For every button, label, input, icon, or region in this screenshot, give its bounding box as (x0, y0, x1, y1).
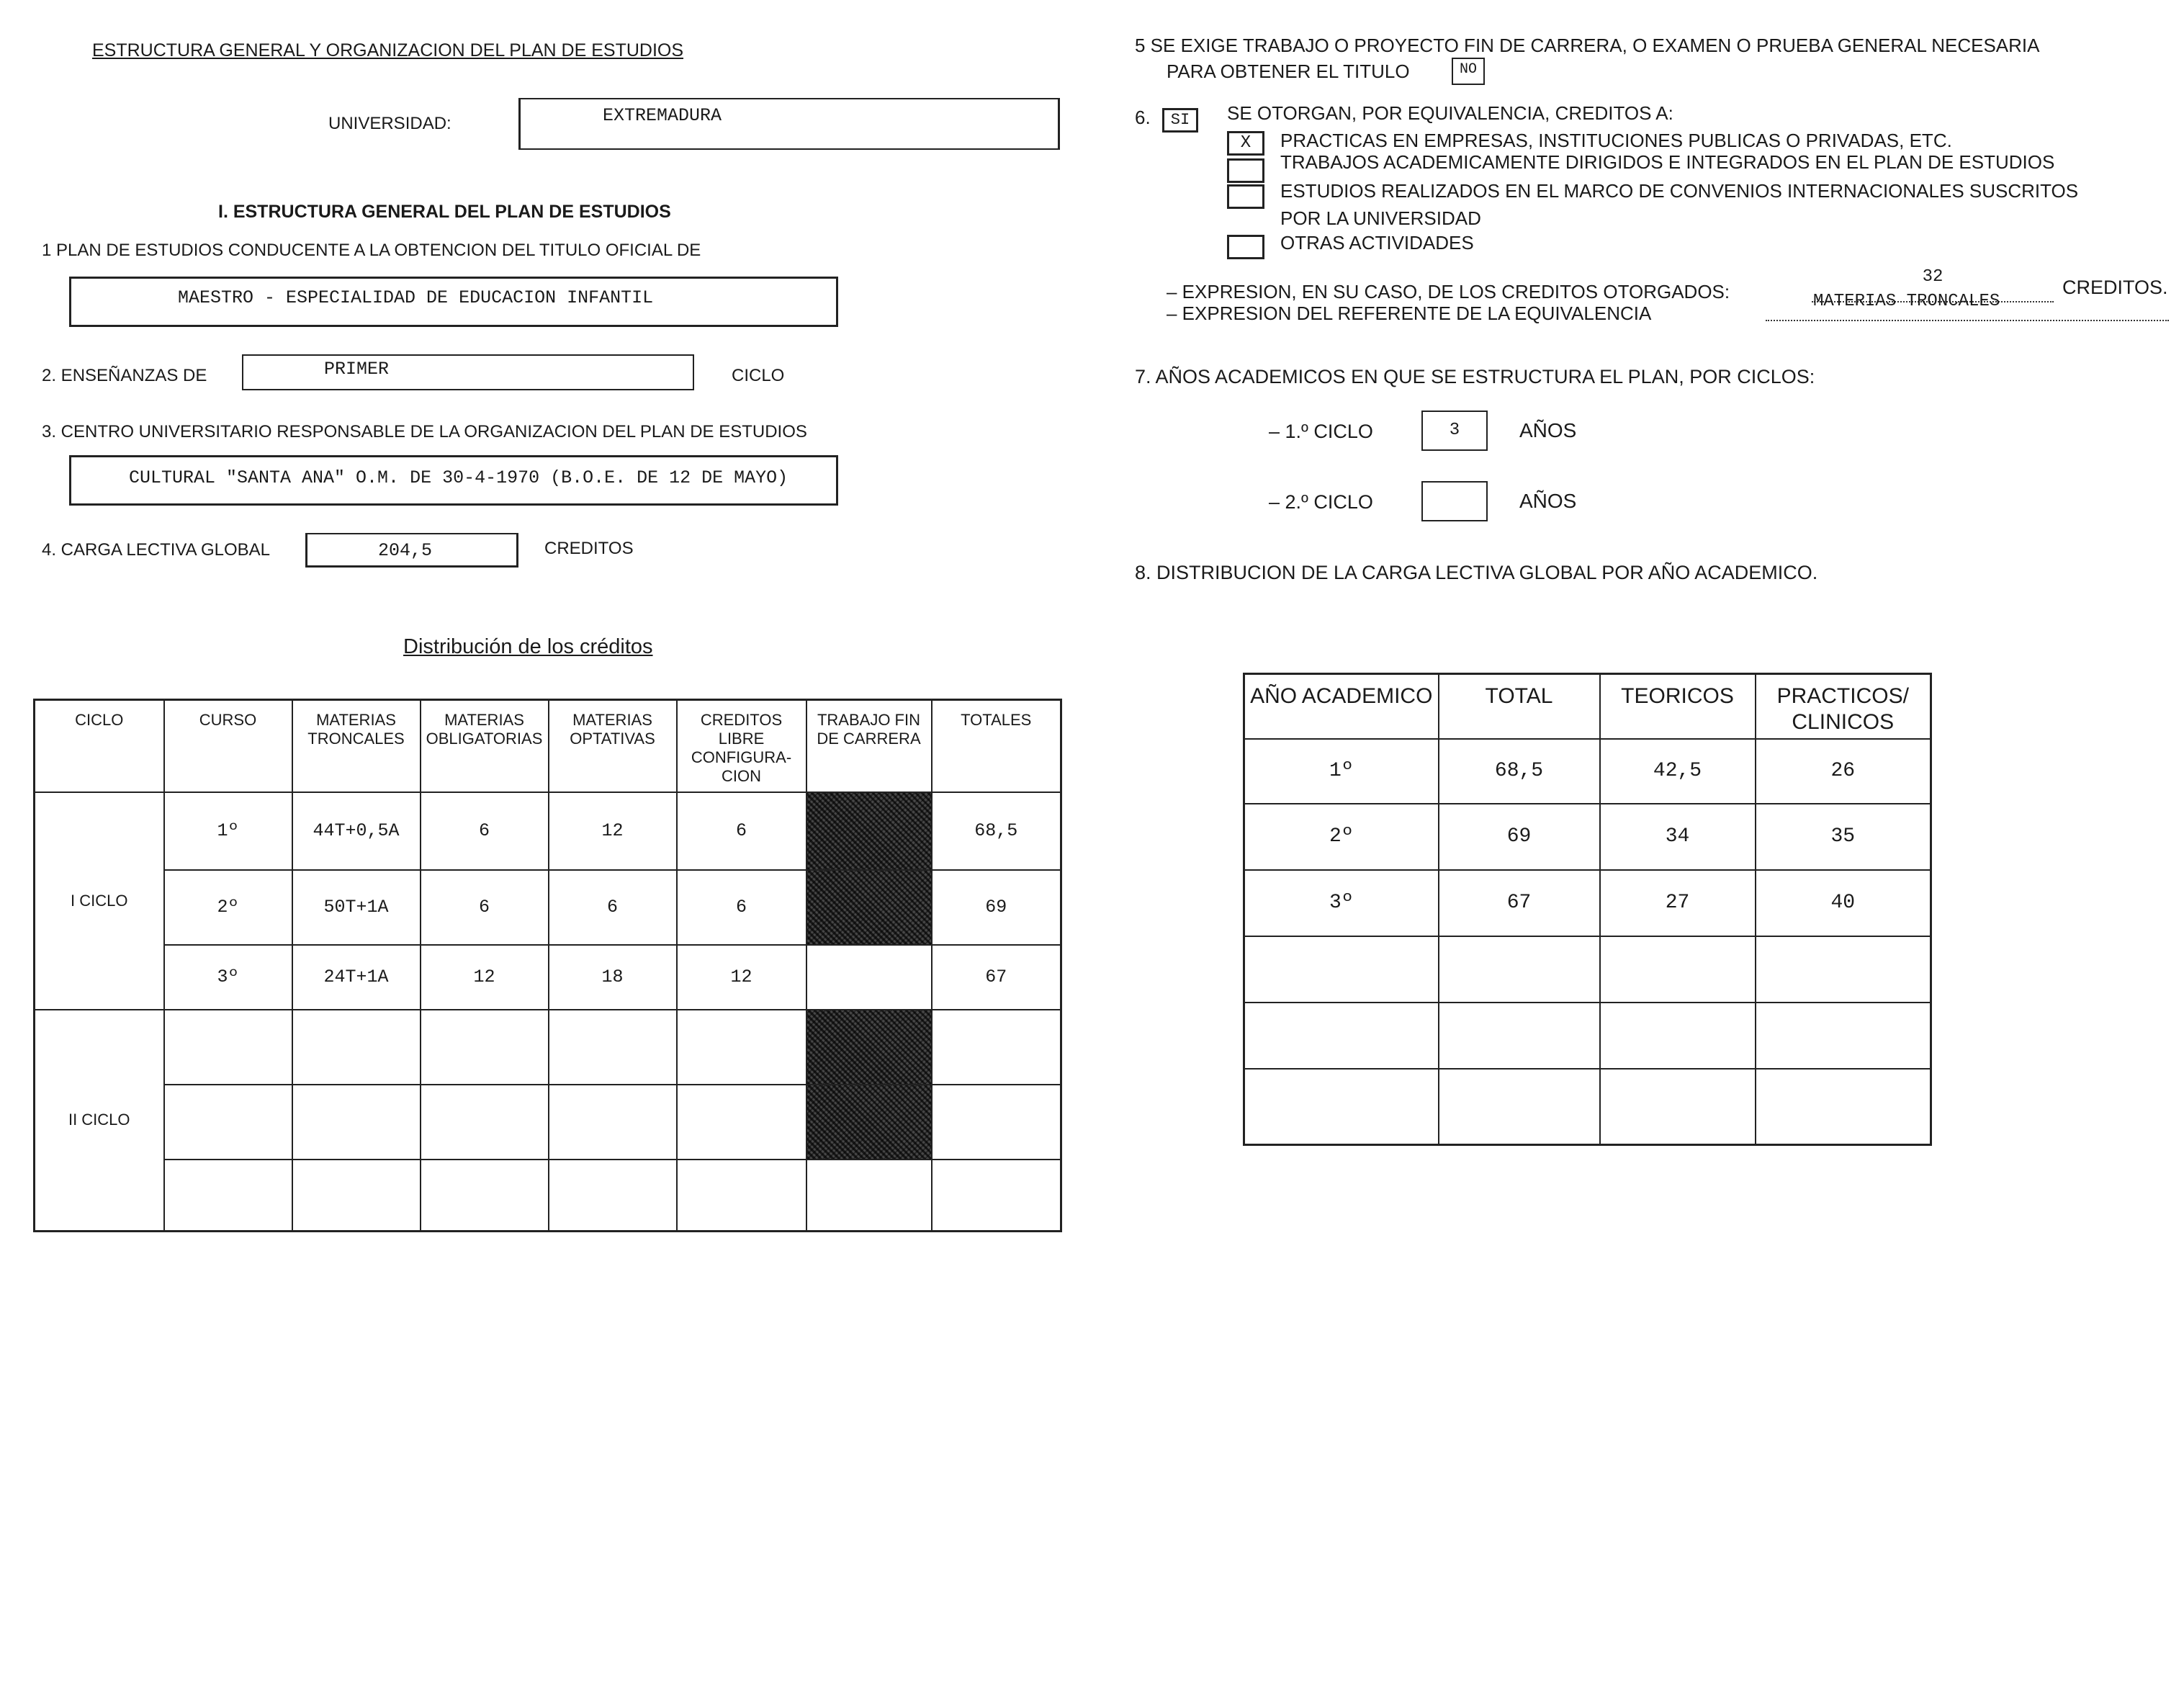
trabajo-fin-shaded-cell (806, 1010, 932, 1085)
trabajo-fin-shaded-cell (806, 1085, 932, 1160)
col-header-curso: CURSO (164, 700, 292, 792)
credits-distribution-table (33, 699, 1062, 1232)
table-row (1244, 1003, 1931, 1069)
table-row (1244, 804, 1931, 870)
q8-label: 8. DISTRIBUCION DE LA CARGA LECTIVA GLOBAL POR AÑO ACADEMICO. (1135, 562, 1818, 583)
teoricos-cell: 27 (1600, 870, 1756, 936)
empty-cell (421, 1010, 549, 1085)
q7-label: 7. AÑOS ACADEMICOS EN QUE SE ESTRUCTURA EL PLAN, POR CICLOS: (1135, 366, 1815, 387)
empty-cell (1600, 1069, 1756, 1145)
q6-answer-box[interactable]: SI (1162, 108, 1198, 133)
empty-cell (932, 1085, 1061, 1160)
optativas-cell: 6 (549, 870, 677, 945)
year-distribution-table (1243, 673, 1932, 1146)
q7-ciclo2-unit: AÑOS (1519, 490, 1577, 512)
table-row (35, 1010, 1061, 1085)
expr-creditos-field[interactable]: 32 (1812, 269, 2054, 302)
optativas-cell: 12 (549, 792, 677, 870)
empty-cell (164, 1010, 292, 1085)
curso-cell: 1º (164, 792, 292, 870)
empty-cell (806, 1160, 932, 1232)
col-header-obligatorias: MATERIAS OBLIGATORIAS (421, 700, 549, 792)
year-cell: 2º (1244, 804, 1439, 870)
empty-cell (292, 1160, 421, 1232)
carga-field[interactable] (305, 533, 518, 568)
carga-value: 204,5 (378, 540, 433, 561)
empty-cell (1244, 1069, 1439, 1145)
totales-cell: 69 (932, 870, 1061, 945)
col-header-totales: TOTALES (932, 700, 1061, 792)
total-cell: 69 (1439, 804, 1600, 870)
table-row (35, 870, 1061, 945)
empty-cell (932, 1160, 1061, 1232)
table-row (1244, 739, 1931, 804)
empty-cell (1439, 1069, 1600, 1145)
empty-cell (1600, 1003, 1756, 1069)
q2-suffix: CICLO (732, 366, 785, 385)
obligatorias-cell: 6 (421, 792, 549, 870)
section-title: I. ESTRUCTURA GENERAL DEL PLAN DE ESTUDIOS (218, 202, 671, 222)
practicos-cell: 26 (1756, 739, 1931, 804)
expr-creditos-suffix: CREDITOS. (2062, 277, 2168, 298)
col-header-total: TOTAL (1439, 674, 1600, 739)
option-practicas-label: PRACTICAS EN EMPRESAS, INSTITUCIONES PUBLICAS O PRIVADAS, ETC. (1280, 130, 1952, 151)
table-header-row (1244, 674, 1931, 739)
table-row (35, 1085, 1061, 1160)
troncales-cell: 50T+1A (292, 870, 421, 945)
distribution-title: Distribución de los créditos (403, 635, 653, 658)
option-convenios-checkbox[interactable] (1227, 184, 1264, 209)
trabajo-fin-shaded-cell (806, 792, 932, 870)
empty-cell (292, 1010, 421, 1085)
q4-suffix: CREDITOS (544, 539, 634, 558)
table-row (1244, 936, 1931, 1003)
empty-cell (677, 1160, 806, 1232)
option-practicas-checkbox[interactable]: X (1227, 131, 1264, 156)
table-row (35, 1160, 1061, 1232)
total-cell: 67 (1439, 870, 1600, 936)
col-header-troncales: MATERIAS TRONCALES (292, 700, 421, 792)
troncales-cell: 44T+0,5A (292, 792, 421, 870)
q7-ciclo2-label: – 2.º CICLO (1269, 491, 1373, 513)
empty-cell (1439, 1003, 1600, 1069)
empty-cell (1756, 936, 1931, 1003)
titulo-value: MAESTRO - ESPECIALIDAD DE EDUCACION INFANTIL (178, 287, 654, 308)
teoricos-cell: 42,5 (1600, 739, 1756, 804)
q5-answer-box[interactable]: NO (1452, 58, 1485, 85)
q7-ciclo1-unit: AÑOS (1519, 419, 1577, 441)
option-trabajos-checkbox[interactable] (1227, 158, 1264, 183)
expr-creditos-label: – EXPRESION, EN SU CASO, DE LOS CREDITOS OTORGADOS: (1167, 281, 1730, 302)
totales-cell: 67 (932, 945, 1061, 1010)
practicos-cell: 40 (1756, 870, 1931, 936)
centro-field[interactable] (69, 455, 838, 506)
q7-ciclo1-field[interactable]: 3 (1421, 411, 1488, 451)
total-cell: 68,5 (1439, 739, 1600, 804)
expr-referente-label: – EXPRESION DEL REFERENTE DE LA EQUIVALENCIA (1167, 302, 1652, 324)
obligatorias-cell: 6 (421, 870, 549, 945)
empty-cell (1600, 936, 1756, 1003)
q5-line2: PARA OBTENER EL TITULO (1167, 60, 1410, 82)
q7-ciclo2-field[interactable] (1421, 481, 1488, 521)
col-header-ciclo: CICLO (35, 700, 164, 792)
centro-value: CULTURAL "SANTA ANA" O.M. DE 30-4-1970 (B.O.E. DE 12 DE MAYO) (129, 467, 788, 488)
empty-cell (421, 1085, 549, 1160)
year-cell: 3º (1244, 870, 1439, 936)
empty-cell (549, 1160, 677, 1232)
curso-cell: 3º (164, 945, 292, 1010)
q2-label: 2. ENSEÑANZAS DE (42, 366, 207, 385)
empty-cell (1756, 1003, 1931, 1069)
empty-cell (292, 1085, 421, 1160)
trabajo-fin-cell (806, 945, 932, 1010)
option-otras-label: OTRAS ACTIVIDADES (1280, 232, 1474, 254)
empty-cell (1244, 936, 1439, 1003)
q4-label: 4. CARGA LECTIVA GLOBAL (42, 540, 271, 560)
q5-line1: 5 SE EXIGE TRABAJO O PROYECTO FIN DE CARRERA, O EXAMEN O PRUEBA GENERAL NECESARIA (1135, 35, 2040, 56)
q7-ciclo1-label: – 1.º CICLO (1269, 421, 1373, 442)
titulo-field[interactable] (69, 277, 838, 327)
teoricos-cell: 34 (1600, 804, 1756, 870)
empty-cell (677, 1085, 806, 1160)
empty-cell (677, 1010, 806, 1085)
table-row (35, 792, 1061, 870)
empty-cell (164, 1085, 292, 1160)
empty-cell (932, 1010, 1061, 1085)
optativas-cell: 18 (549, 945, 677, 1010)
q6-number: 6. (1135, 107, 1151, 128)
col-header-optativas: MATERIAS OPTATIVAS (549, 700, 677, 792)
form-header-title: ESTRUCTURA GENERAL Y ORGANIZACION DEL PLAN DE ESTUDIOS (92, 40, 684, 60)
totales-cell: 68,5 (932, 792, 1061, 870)
ensenanzas-value: PRIMER (324, 359, 390, 380)
q3-label: 3. CENTRO UNIVERSITARIO RESPONSABLE DE LA ORGANIZACION DEL PLAN DE ESTUDIOS (42, 422, 807, 441)
col-header-ano: AÑO ACADEMICO (1244, 674, 1439, 739)
empty-cell (549, 1010, 677, 1085)
ciclo-1-cell: I CICLO (35, 792, 164, 1010)
troncales-cell: 24T+1A (292, 945, 421, 1010)
universidad-label: UNIVERSIDAD: (328, 114, 451, 133)
empty-cell (1756, 1069, 1931, 1145)
universidad-field[interactable] (518, 98, 1060, 150)
option-trabajos-label: TRABAJOS ACADEMICAMENTE DIRIGIDOS E INTEGRADOS EN EL PLAN DE ESTUDIOS (1280, 151, 2055, 173)
col-header-practicos: PRACTICOS/ CLINICOS (1756, 674, 1931, 739)
libre-cell: 6 (677, 870, 806, 945)
option-otras-checkbox[interactable] (1227, 235, 1264, 259)
empty-cell (1244, 1003, 1439, 1069)
q6-label: SE OTORGAN, POR EQUIVALENCIA, CREDITOS A: (1227, 102, 1673, 124)
table-row (35, 945, 1061, 1010)
col-header-trabajo-fin: TRABAJO FIN DE CARRERA (806, 700, 932, 792)
table-header-row (35, 700, 1061, 792)
empty-cell (164, 1160, 292, 1232)
col-header-libre: CREDITOS LIBRE CONFIGURA- CION (677, 700, 806, 792)
libre-cell: 12 (677, 945, 806, 1010)
table-row (1244, 870, 1931, 936)
year-cell: 1º (1244, 739, 1439, 804)
empty-cell (549, 1085, 677, 1160)
practicos-cell: 35 (1756, 804, 1931, 870)
empty-cell (1439, 936, 1600, 1003)
option-convenios-label-cont: POR LA UNIVERSIDAD (1280, 207, 1481, 229)
ensenanzas-field[interactable] (242, 354, 694, 390)
libre-cell: 6 (677, 792, 806, 870)
trabajo-fin-shaded-cell (806, 870, 932, 945)
col-header-teoricos: TEORICOS (1600, 674, 1756, 739)
q1-label: 1 PLAN DE ESTUDIOS CONDUCENTE A LA OBTENCION DEL TITULO OFICIAL DE (42, 241, 701, 260)
curso-cell: 2º (164, 870, 292, 945)
universidad-value: EXTREMADURA (603, 105, 722, 126)
expr-referente-field[interactable]: MATERIAS TRONCALES (1766, 291, 2169, 321)
obligatorias-cell: 12 (421, 945, 549, 1010)
option-convenios-label: ESTUDIOS REALIZADOS EN EL MARCO DE CONVENIOS INTERNACIONALES SUSCRITOS (1280, 180, 2079, 202)
table-row (1244, 1069, 1931, 1145)
empty-cell (421, 1160, 549, 1232)
ciclo-2-cell: II CICLO (35, 1010, 164, 1232)
